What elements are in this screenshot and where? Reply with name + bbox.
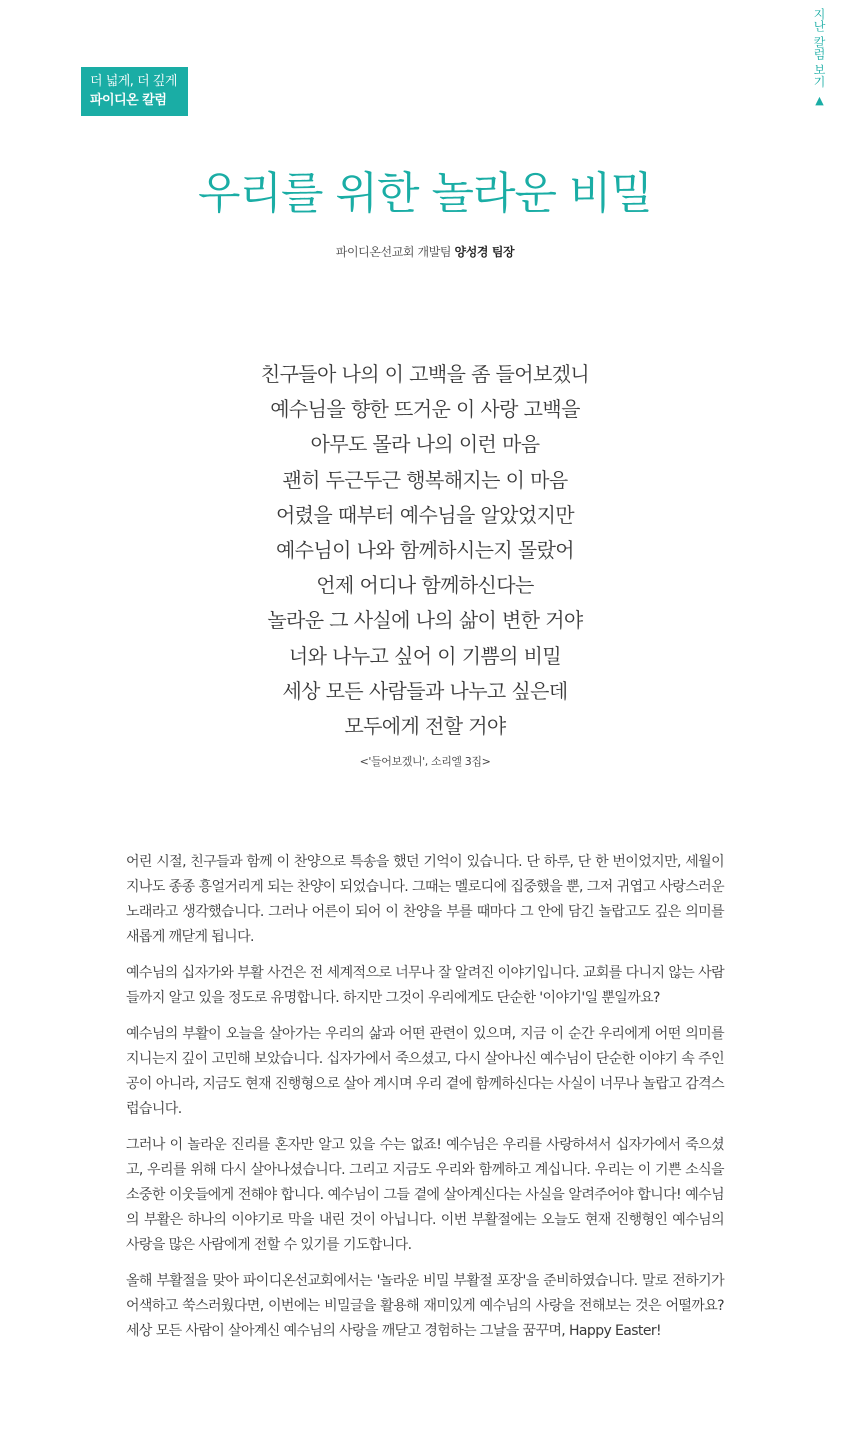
article-body <box>126 850 724 1355</box>
page-title: 우리를 위한 놀라운 비밀 <box>198 168 652 219</box>
poem-line: 예수님을 향한 뜨거운 이 사랑 고백을 <box>270 397 580 422</box>
poem-line: 세상 모든 사람들과 나누고 싶은데 <box>282 678 568 703</box>
poem-line: 놀라운 그 사실에 나의 삶이 변한 거야 <box>267 608 583 633</box>
article-paragraph: 그러나 이 놀라운 진리를 혼자만 알고 있을 수는 없죠! 예수님은 우리를 사랑하셔서 십자가에서 죽으셨고, 우리를 위해 다시 살아나셨습니다. 그리고 지금도 우리와 함께하고 계십니다. 우리는 이 기쁜 소식을 소중한 이웃들에게 전해야 합니다. 예수님이 그들 곁에 살아계신다는 사실을 알려주어야 합니다! 예수님의 부활은 하나의 이야기로 막을 내린 것이 아닙니다. 이번 부활절에는 오늘도 현재 진행형인 예수님의 사랑을 많은 사람에게 전할 수 있기를 기도합니다. <box>126 1137 724 1253</box>
poem-line: 모두에게 전할 거야 <box>344 714 506 739</box>
triangle-up-icon[interactable]: ▲ <box>813 94 826 108</box>
poem-line: 너와 나누고 싶어 이 기쁨의 비밀 <box>288 643 562 668</box>
article-paragraph: 예수님의 부활이 오늘을 살아가는 우리의 삶과 어떤 관련이 있으며, 지금 이 순간 우리에게 어떤 의미를 지니는지 깊이 고민해 보았습니다. 십자가에서 죽으셨고, 다시 살아나신 예수님이 단순한 이야기 속 주인공이 아니라, 지금도 현재 진행형으로 살아 계시며 우리 곁에 함께하신다는 사실이 너무나 놀랍고 감격스럽습니다. <box>126 1026 724 1117</box>
poem-line: 괜히 두근두근 행복해지는 이 마음 <box>282 467 568 492</box>
byline-author: 양성경 팀장 <box>454 245 515 259</box>
article-paragraph: 어린 시절, 친구들과 함께 이 찬양으로 특송을 했던 기억이 있습니다. 단 하루, 단 한 번이었지만, 세월이 지나도 종종 흥얼거리게 되는 찬양이 되었습니다. 그때는 멜로디에 집중했을 뿐, 그저 귀엽고 사랑스러운 노래라고 생각했습니다. 그러나 어른이 되어 이 찬양을 부를 때마다 그 안에 담긴 놀랍고도 깊은 의미를 새롭게 깨닫게 됩니다. <box>126 854 724 945</box>
poem-line: 언제 어디나 함께하신다는 <box>316 573 534 598</box>
badge-title: 파이디온 칼럼 <box>90 93 167 108</box>
byline <box>0 243 850 260</box>
past-columns-link[interactable] <box>812 8 828 107</box>
poem-line: 친구들아 나의 이 고백을 좀 들어보겠니 <box>260 362 590 386</box>
poem <box>0 357 850 744</box>
poem-line: 예수님이 나와 함께하시는지 몰랐어 <box>275 538 575 563</box>
past-columns-label[interactable]: 지난 칼럼 보기 <box>812 8 826 88</box>
poem-line: 아무도 몰라 나의 이런 마음 <box>310 432 540 457</box>
article-paragraph: 올해 부활절을 맞아 파이디온선교회에서는 '놀라운 비밀 부활절 포장'을 준비하였습니다. 말로 전하기가 어색하고 쑥스러웠다면, 이번에는 비밀글을 활용해 재미있게 예수님의 사랑을 전해보는 것은 어떨까요? 세상 모든 사람이 살아계신 예수님의 사랑을 깨닫고 경험하는 그날을 꿈꾸며, Happy Easter! <box>126 1273 724 1339</box>
column-badge <box>81 67 188 116</box>
poem-source: <'들어보겠니', 소리엘 3집> <box>359 755 491 768</box>
poem-line: 어렸을 때부터 예수님을 알았었지만 <box>275 502 575 527</box>
article-paragraph: 예수님의 십자가와 부활 사건은 전 세계적으로 너무나 잘 알려진 이야기입니다. 교회를 다니지 않는 사람들까지 알고 있을 정도로 유명합니다. 하지만 그것이 우리에게도 단순한 '이야기'일 뿐일까요? <box>126 965 724 1006</box>
byline-org: 파이디온선교회 개발팀 <box>335 245 455 259</box>
badge-subtitle: 더 넓게, 더 깊게 <box>90 74 177 89</box>
